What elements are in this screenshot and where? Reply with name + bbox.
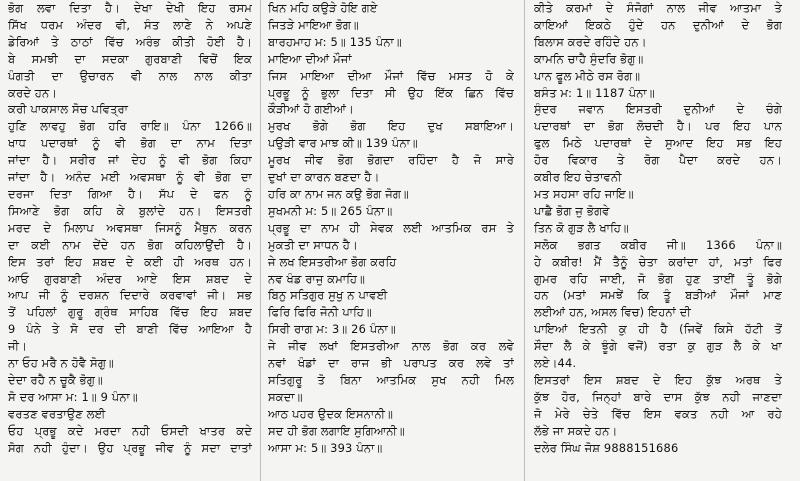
text-line: ਹੁਣਿ ਲਾਵਹੁ ਭੋਗ ਹਰਿ ਰਾਇ॥ ਪੰਨਾ 1266॥ (8, 119, 252, 134)
text-line: ਸਤਿਗੁਰੂ ਤੋ ਬਿਨਾ ਆਤਮਿਕ ਸੁਖ ਨਹੀ ਮਿਲ (268, 372, 514, 387)
text-column-1 (8, 0, 252, 481)
text-line: ਸਿਆਣੇ ਭੋਗ ਕਹਿ ਕੇ ਬੁਲਾਂਦੇ ਹਨ। ਇਸਤਰੀ (8, 203, 252, 218)
text-line: ਮਰਦ ਦੇ ਮਿਲਾਪ ਅਵਸਥਾ ਜਿਸਨੂੰ ਮੈਥੁਨ ਕਰਨ (8, 220, 252, 235)
text-line: ਤਿਨ ਕੋ ਗੁੜ ਲੈ ਖਾਹਿ॥ (534, 220, 629, 235)
text-line: ਜਿਤੜੇ ਮਾਇਆ ਭੋਗ॥ (268, 17, 359, 32)
text-line: ਸਲੋਕ ਭਗਤ ਕਬੀਰ ਜੀ॥ 1366 ਪੰਨਾ॥ (534, 237, 782, 252)
text-line: ਸੁਖਮਨੀ ਮ: 5॥ 265 ਪੰਨਾ॥ (268, 203, 393, 218)
text-line: ਤੋਂ ਪਹਿਲਾਂ ਗੁਰੂ ਗ੍ਰੰਥ ਸਾਹਿਬ ਵਿੱਚ ਇਹ ਸ਼ਬਦ (8, 305, 252, 320)
text-line: ਸੋਗ ਨਹੀ ਹੁੰਦਾ। ਉਹ ਪ੍ਰਭੂ ਜੀਵ ਨੂੰ ਸਦਾ ਦਾਤਾਂ (8, 440, 252, 455)
text-line: ਸੋ ਦਰ ਆਸਾ ਮ: 1॥ 9 ਪੰਨਾ॥ (8, 389, 138, 404)
text-line: ਸਕਦਾ॥ (268, 389, 303, 404)
text-line: ਸਦ ਹੀ ਭੋਗ ਲਗਾਇ ਸੁਗਿਆਨੀ॥ (268, 423, 405, 438)
text-line: ਹੇ ਕਬੀਰ! ਮੈਂ ਤੈਨੂੰ ਚੇਤਾ ਕਰਾਂਦਾ ਹਾਂ, ਮਤਾਂ ਫਿਰ (534, 254, 782, 269)
text-line: ਕਾਮਨਿ ਚਾਹੈ ਸੁੰਦਰਿ ਭੋਗੁ॥ (534, 51, 644, 66)
text-line: ਕਬੀਰ ਇਹ ਚੇਤਾਵਨੀ (534, 170, 622, 185)
text-line: ਸਿੱਖ ਧਰਮ ਅੰਦਰ ਵੀ, ਸੰਤ ਲਾਣੇ ਨੇ ਅਪਣੇ (8, 17, 252, 32)
text-line: ਜੇ ਜੀਵ ਲਖਾਂ ਇਸਤਰੀਆ ਨਾਲ ਭੋਗ ਕਰ ਲਵੇ (268, 339, 514, 354)
text-line: ਨਾ ਓਹ ਮਰੈ ਨ ਹੋਵੈ ਸੋਗੁ॥ (8, 356, 114, 371)
text-line: ਸੁੰਦਰ ਜਵਾਨ ਇਸਤਰੀ ਦੁਨੀਆਂ ਦੇ ਚੰਗੇ (534, 102, 782, 117)
text-line: ਵਰਤਣ ਵਰਤਾਉਣ ਲਈ (8, 406, 106, 421)
text-line: ਫਿਰਿ ਫਿਰਿ ਜੋਨੀ ਪਾਹਿ॥ (268, 305, 372, 320)
text-column-2 (268, 0, 514, 481)
text-line: ਮੂਰਖ ਜੀਵ ਭੋਗ ਭੋਗਦਾ ਰਹਿੰਦਾ ਹੈ ਜੋ ਸਾਰੇ (268, 153, 514, 168)
text-line: ਹਨ (ਮਤਾਂ ਸਮਝੇਂ ਕਿ ਤੂੰ ਬੜੀਆਂ ਮੌਜਾਂ ਮਾਣ (534, 288, 782, 303)
text-line: ਭੋਗ ਲਵਾ ਦਿਤਾ ਹੈ। ਦੇਖਾ ਦੇਖੀ ਇਹ ਰਸਮ (8, 1, 252, 15)
text-line: ਮਤ ਸਹਸਾ ਰਹਿ ਜਾਇ॥ (534, 186, 634, 201)
text-line: ਫੁਲ ਮਿਠੇ ਪਦਾਰਥਾਂ ਦੇ ਸੁਆਦ ਇਹ ਸਭ ਇਹ (534, 136, 782, 151)
text-line: ਪੰਗਤੀ ਦਾ ਉਚਾਰਨ ਵੀ ਨਾਲ ਨਾਲ ਕੀਤਾ (8, 68, 252, 83)
text-line: ਜੋ ਮੇਰੇ ਚੇਤੇ ਵਿੱਚ ਇਸ ਵਕਤ ਨਹੀ ਆ ਰਹੇ (534, 406, 782, 421)
text-line: ਆਠ ਪਹਰ ਉਦਕ ਇਸਨਾਨੀ॥ (268, 406, 393, 421)
text-line: ਖਿਨ ਮਹਿ ਕਉੜੇ ਹੋਇ ਗਏ (268, 1, 378, 15)
text-line: ਆਓ ਗੁਰਬਾਣੀ ਅੰਦਰ ਆਏ ਇਸ ਸ਼ਬਦ ਦੇ (8, 271, 252, 286)
text-line: ਮੁਕਤੀ ਦਾ ਸਾਧਨ ਹੈ। (268, 237, 358, 252)
text-line: ਦੇਦਾ ਰਹੈ ਨ ਚੂਕੈ ਭੋਗੁ॥ (8, 372, 103, 387)
text-line: ਕਰੀ ਪਾਕਸਾਲ ਸੋਚ ਪਵਿਤ੍ਰਾ (8, 102, 129, 117)
text-line: ਬਸੰਤ ਮ: 1॥ 1187 ਪੰਨਾ॥ (534, 85, 655, 100)
text-line: ਕੌੜੀਆਂ ਹੋ ਗਈਆਂ। (268, 102, 354, 117)
text-line: ਆਪ ਜੀ ਨੂੰ ਦਰਸ਼ਨ ਦਿਦਾਰੇ ਕਰਵਾਵਾਂ ਜੀ। ਸਭ (8, 288, 252, 303)
text-line: ਜੇ ਲਖ ਇਸਤਰੀਆ ਭੋਗ ਕਰਹਿ (268, 254, 397, 269)
text-line: ਆਸਾ ਮ: 5॥ 393 ਪੰਨਾ॥ (268, 440, 383, 455)
text-line: ਮਾਇਆ ਦੀਆਂ ਮੌਜਾਂ (268, 51, 352, 66)
text-line: ਦਰਜਾ ਦਿਤਾ ਗਿਆ ਹੈ। ਸੱਪ ਦੇ ਫਨ ਨੂੰ (8, 186, 252, 201)
text-line: ਡੇਰਿਆਂ ਤੇ ਠਾਠਾਂ ਵਿੱਚ ਅਰੰਭ ਕੀਤੀ ਹੋਈ ਹੈ। (8, 34, 252, 49)
text-line: ਦਾ ਕਈ ਨਾਮ ਦੇਂਦੇ ਹਨ ਭੋਗ ਕਹਿਲਾਉਂਦੀ ਹੈ। (8, 237, 252, 252)
text-line: ਲਈਆਂ ਹਨ, ਅਸਲ ਵਿਚ) ਇਹਨਾਂ ਦੀ (534, 305, 691, 320)
text-line: ਜਾਂਦਾ ਹੈ। ਅਨੰਦ ਮਈ ਅਵਸਥਾ ਨੂੰ ਵੀ ਭੋਗ ਦਾ (8, 170, 252, 185)
text-line: ਕਾਇਆਂ ਇਕਠੇ ਹੁੰਦੇ ਹਨ ਦੁਨੀਆਂ ਦੇ ਭੋਗ (534, 17, 782, 32)
text-line: ਹੋਰ ਵਿਕਾਰ ਤੇ ਰੋਗ ਪੈਦਾ ਕਰਦੇ ਹਨ। (534, 153, 782, 168)
text-line: ਦਲੇਰ ਸਿੰਘ ਜੋਸ਼ 9888151686 (534, 440, 679, 455)
text-line: ਪਉੜੀ ਵਾਰ ਮਾਝ ਕੀ॥ 139 ਪੰਨਾ॥ (268, 136, 418, 151)
text-line: ਜਾਂਦਾ ਹੈ। ਸਰੀਰ ਜਾਂ ਦੇਹ ਨੂੰ ਵੀ ਭੋਗ ਕਿਹਾ (8, 153, 252, 168)
text-line: ਸੌਦਾ ਲੈ ਕੇ ਝੂੰਗੇ ਵਜੋਂ) ਰਤਾ ਕੁ ਗੁੜ ਲੈ ਕੇ ਖਾ (534, 339, 782, 354)
text-line: ਪਾਛੈ ਭੋਗ ਜੁ ਭੋਗਵੇ (534, 203, 610, 218)
text-line: ਨਵ ਖੰਡ ਰਾਜੁ ਕਮਾਹਿ॥ (268, 271, 365, 286)
text-line: ਮੁਰਖ ਭੋਗੇ ਭੋਗ ਇਹ ਦੁਖ ਸਬਾਇਆ। (268, 119, 514, 134)
text-line: ਇਸਤਰਾਂ ਇਸ ਸ਼ਬਦ ਦੇ ਇਹ ਕੁੱਝ ਅਰਥ ਤੇ (534, 372, 782, 387)
text-line: ਓਹ ਪ੍ਰਭੂ ਕਦੇ ਮਰਦਾ ਨਹੀ ਓਸਦੀ ਖਾਤਰ ਕਦੇ (8, 423, 252, 438)
text-line: ਜਿਸ ਮਾਇਆ ਦੀਆ ਮੌਜਾਂ ਵਿੱਚ ਮਸਤ ਹੋ ਕੇ (268, 68, 514, 83)
text-line: ਨਵਾਂ ਖੰਡਾਂ ਦਾ ਰਾਜ ਭੀ ਪਰਾਪਤ ਕਰ ਲਵੇ ਤਾਂ (268, 356, 514, 371)
text-line: ਬਿਲਾਸ ਕਰਦੇ ਰਹਿੰਦੇ ਹਨ। (534, 34, 647, 49)
text-line: ਇਸ ਤਰਾਂ ਇਹ ਸ਼ਬਦ ਦੇ ਕਈ ਹੀ ਅਰਥ ਹਨ। (8, 254, 252, 269)
text-line: 9 ਪੰਨੇ ਤੇ ਸੋ ਦਰ ਦੀ ਬਾਣੀ ਵਿੱਚ ਆਇਆ ਹੈ (8, 322, 252, 337)
text-line: ਪਦਾਰਥਾਂ ਦਾ ਭੋਗ ਲੋਚਦੀ ਹੈ। ਪਰ ਇਹ ਪਾਨ (534, 119, 782, 134)
column-divider (524, 0, 525, 481)
text-line: ਪਾਇਆਂ ਇਤਨੀ ਕੁ ਹੀ ਹੈ (ਜਿਵੇਂ ਕਿਸੇ ਹੱਟੀ ਤੋਂ (534, 322, 782, 337)
text-line: ਪ੍ਰਭੂ ਨੂੰ ਭੁਲਾ ਦਿਤਾ ਸੀ ਉਹ ਇੱਕ ਛਿਨ ਵਿੱਚ (268, 85, 514, 100)
text-line: ਪਾਨ ਫੂਲ ਮੀਠੇ ਰਸ ਰੋਗ॥ (534, 68, 641, 83)
column-divider (260, 0, 261, 481)
text-line: ਬੇ ਸਮਝੀ ਦਾ ਸਦਕਾ ਗੁਰਬਾਣੀ ਵਿਚੋਂ ਇਕ (8, 51, 252, 66)
text-line: ਜੀ। (8, 339, 27, 354)
text-line: ਸਿਰੀ ਰਾਗ ਮ: 3॥ 26 ਪੰਨਾ॥ (268, 322, 396, 337)
text-line: ਦੁਖਾਂ ਦਾ ਕਾਰਨ ਬਣਦਾ ਹੈ। (268, 170, 380, 185)
text-line: ਗੁਮਰ ਰਹਿ ਜਾਈ, ਜੋ ਭੋਗ ਹੁਣ ਤਾਈਂ ਤੂੰ ਭੋਗੇ (534, 271, 782, 286)
text-line: ਹਰਿ ਕਾ ਨਾਮ ਜਨ ਕਉ ਭੋਗ ਜੋਗ॥ (268, 186, 409, 201)
text-line: ਕਰਦੇ ਹਨ। (8, 85, 58, 100)
text-line: ਕੁੱਝ ਹੋਰ, ਜਿਨ੍ਹਾਂ ਬਾਰੇ ਦਾਸ ਕੁੱਝ ਨਹੀ ਜਾਣਦਾ (534, 389, 782, 404)
text-line: ਲਏ।44. (534, 356, 577, 371)
text-line: ਲੱਭੇ ਜਾ ਸਕਦੇ ਹਨ। (534, 423, 618, 438)
text-line: ਖਾਧ ਪਦਾਰਥਾਂ ਨੂੰ ਵੀ ਭੋਗ ਦਾ ਨਾਮ ਦਿਤਾ (8, 136, 252, 151)
text-column-3 (534, 0, 782, 481)
text-line: ਕੀਤੇ ਕਰਮਾਂ ਦੇ ਸੰਜੋਗਾਂ ਨਾਲ ਜੀਵ ਆਤਮਾ ਤੇ (534, 1, 782, 15)
text-line: ਪ੍ਰਭੂ ਦਾ ਨਾਮ ਹੀ ਸੇਵਕ ਲਈ ਆਤਮਿਕ ਰਸ ਤੇ (268, 220, 514, 235)
text-line: ਬਿਨੁ ਸਤਿਗੁਰ ਸੁਖੁ ਨ ਪਾਵਈ (268, 288, 388, 303)
text-line: ਬਾਰਹਮਾਹ ਮ: 5॥ 135 ਪੰਨਾ॥ (268, 34, 402, 49)
